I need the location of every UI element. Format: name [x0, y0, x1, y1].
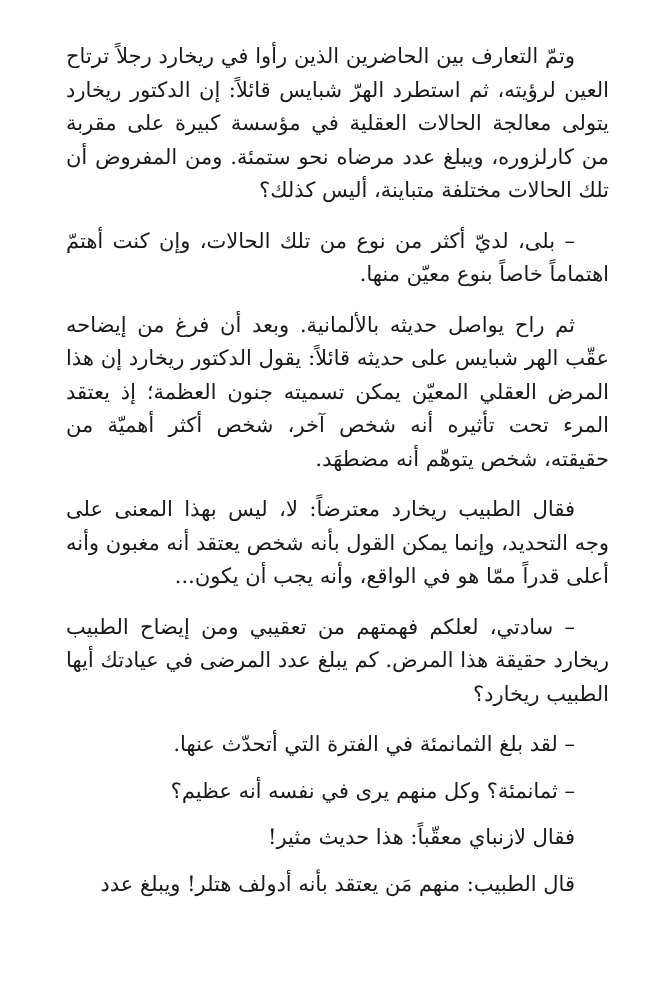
paragraph-richard-objection: فقال الطبيب ريخارد معترضاً: لا، ليس بهذا المعنى على وجه التحديد، وإنما يمكن القول بأنه شخص يعتقد أنه مغبون وأنه أعلى قدراً ممّا هو في الواقع، وأنه يجب أن يكون...	[65, 497, 609, 588]
paragraph-introductions: وتمّ التعارف بين الحاضرين الذين رأوا في ريخارد رجلاً ترتاح العين لرؤيته، ثم استطرد الهرّ شبايس قائلاً: إن الدكتور ريخارد يتولى معالجة الحالات العقلية في مؤسسة كبيرة على مقربة من كارلزوره، ويبلغ عدد مرضاه نحو ستمئة. ومن المفروض أن تلك الحالات مختلفة متباينة، أليس كذلك؟	[66, 44, 609, 202]
paragraph-megalomania-explanation: ثم راح يواصل حديثه بالألمانية. وبعد أن فرغ من إيضاحه عقّب الهر شبايس على حديثه قائلاً: يقول الدكتور ريخارد إن هذا المرض العقلي المعيّن يمكن تسميته جنون العظمة؛ إذ يعتقد المرء تحت تأثيره أنه شخص آخر، شخص أكثر أهميّة من حقيقته، شخص يتوهّم أنه مضطهَد.	[66, 312, 609, 471]
paragraph-hitler: قال الطبيب: منهم مَن يعتقد بأنه أدولف هتلر! ويبلغ عدد	[100, 871, 575, 896]
paragraph-eight-hundred: – لقد بلغ الثمانمئة في الفترة التي أتحدّث عنها.	[173, 732, 575, 756]
book-page	[66, 40, 609, 901]
paragraph-richard-reply: – بلى، لديّ أكثر من نوع من تلك الحالات، وإن كنت أهتمّ اهتماماً خاصاً بنوع معيّن منها.	[66, 228, 609, 286]
paragraph-lazenby-comment: فقال لازنباي معقّباً: هذا حديث مثير!	[268, 825, 575, 849]
paragraph-question-patients: – سادتي، لعلكم فهمتهم من تعقيبي ومن إيضاح الطبيب ريخارد حقيقة هذا المرض. كم يبلغ عدد المرضى في عيادتك أيها الطبيب ريخارد؟	[66, 614, 609, 706]
paragraph-each-great: – ثمانمئة؟ وكل منهم يرى في نفسه أنه عظيم؟	[170, 778, 575, 803]
